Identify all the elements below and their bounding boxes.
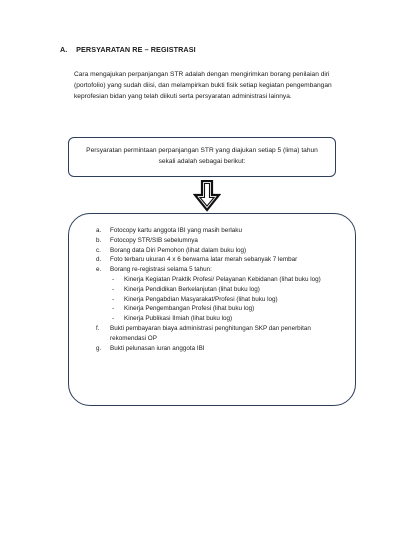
list-item (96, 265, 346, 324)
list-marker: c. (96, 246, 101, 254)
sub-marker: - (112, 285, 115, 293)
sub-list-item (110, 304, 346, 314)
list-item (96, 324, 346, 344)
list-text: Borang data Diri Pemohon (lihat dalam buku log) (110, 246, 247, 254)
list-text: Foto terbaru ukuran 4 x 6 berwarna latar merah sebanyak 7 lembar (110, 256, 298, 264)
intro-paragraph: Cara mengajukan perpanjangan STR adalah dengan mengirimkan borang penilaian diri (portofolio) yang sudah diisi, dan melampirkan bukti fisik setiap kegiatan pengembangan keprofesian bidan yang telah diikuti serta persyaratan administrasi lainnya. (74, 71, 332, 101)
sub-list-item (110, 314, 346, 324)
sub-text: Kinerja Publikasi Ilmiah (lihat buku log) (124, 315, 233, 323)
list-marker: e. (96, 266, 102, 274)
sub-marker: - (112, 295, 115, 303)
section-heading (60, 45, 196, 54)
list-marker: f. (96, 324, 100, 332)
sub-text: Kinerja Pengabdian Masyarakat/Profesi (lihat buku log) (124, 295, 278, 303)
sub-list-item (110, 275, 346, 285)
list-item (96, 246, 346, 256)
list-text: Fotocopy kartu anggota IBI yang masih berlaku (110, 227, 242, 234)
sub-text: Kinerja Kegiatan Praktik Profesi/ Pelayanan Kebidanan (lihat buku log) (124, 275, 321, 283)
list-marker: a. (96, 227, 102, 234)
requirements-list (96, 226, 346, 353)
sub-list-item (110, 295, 346, 305)
list-item (96, 344, 346, 354)
list-text: Bukti pelunasan iuran anggota IBI (110, 344, 205, 352)
sub-list-item (110, 285, 346, 295)
sub-marker: - (112, 305, 115, 313)
list-text: Borang re-registrasi selama 5 tahun: (110, 266, 212, 274)
list-marker: b. (96, 236, 102, 244)
sub-marker: - (112, 275, 115, 283)
requirements-intro-box (68, 137, 336, 177)
sub-marker: - (112, 315, 115, 323)
list-marker: d. (96, 256, 102, 264)
requirements-intro-text: Persyaratan permintaan perpanjangan STR yang diajukan setiap 5 (lima) tahun sekali adalah sebagai berikut: (86, 147, 318, 165)
list-text: Fotocopy STR/SIB sebelumnya (110, 236, 198, 244)
section-number: A. (60, 45, 68, 54)
list-text: Bukti pembayaran biaya administrasi penghitungan SKP dan penerbitan rekomendasi OP (110, 324, 311, 342)
down-arrow-icon (193, 180, 221, 212)
list-marker: g. (96, 344, 102, 352)
list-item (96, 226, 346, 236)
section-title: PERSYARATAN RE – REGISTRASI (76, 45, 196, 54)
sub-text: Kinerja Pendidikan Berkelanjutan (lihat buku log) (124, 285, 260, 293)
list-item (96, 255, 346, 265)
sub-list (110, 275, 346, 324)
sub-text: Kinerja Pengembangan Profesi (lihat buku log) (124, 305, 255, 313)
list-item (96, 236, 346, 246)
list-item-body (110, 265, 346, 324)
